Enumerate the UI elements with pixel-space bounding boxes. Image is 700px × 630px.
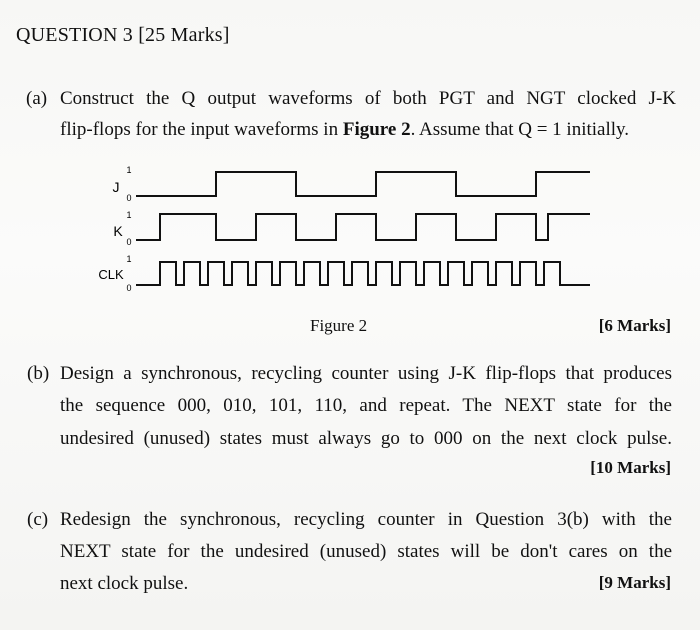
- j-low-level-label: 0: [126, 193, 132, 203]
- k-waveform: [136, 214, 590, 240]
- part-b-line2: the sequence 000, 010, 101, 110, and repeat. The NEXT state for the: [60, 395, 672, 416]
- timing-diagram: [0, 0, 700, 300]
- part-b-line1: Design a synchronous, recycling counter using J-K flip-flops that produces: [60, 363, 672, 384]
- k-high-level-label: 1: [126, 210, 132, 220]
- k-signal: [113, 210, 590, 247]
- j-high-level-label: 1: [126, 165, 132, 175]
- clk-low-level-label: 0: [126, 283, 132, 293]
- figure-caption: Figure 2: [310, 316, 368, 335]
- part-a-marks: [6 Marks]: [598, 316, 671, 335]
- part-c-line3: next clock pulse.: [60, 573, 189, 594]
- figure-reference: Figure 2: [342, 119, 411, 140]
- part-a-label: (a): [26, 88, 48, 109]
- clk-high-level-label: 1: [126, 254, 132, 264]
- j-waveform: [136, 172, 590, 196]
- clk-waveform: [136, 262, 590, 285]
- part-a-line1: Construct the Q output waveforms of both PGT and NGT clocked J-K: [60, 88, 676, 109]
- part-a-line2: flip-flops for the input waveforms in Figure 2. Assume that Q = 1 initially.: [60, 119, 630, 140]
- part-c-marks: [9 Marks]: [598, 573, 671, 592]
- part-c-label: (c): [27, 509, 49, 530]
- j-signal: [113, 165, 591, 203]
- part-c-line1: Redesign the synchronous, recycling counter in Question 3(b) with the: [60, 509, 672, 530]
- part-b-label: (b): [27, 363, 50, 384]
- part-b-marks: [10 Marks]: [590, 458, 671, 477]
- clk-signal: [98, 254, 590, 293]
- k-label: K: [113, 223, 123, 239]
- part-c-line2: NEXT state for the undesired (unused) states will be don't cares on the: [60, 541, 672, 562]
- j-label: J: [112, 179, 120, 195]
- clk-label: CLK: [98, 267, 124, 282]
- k-low-level-label: 0: [126, 237, 132, 247]
- question-title: QUESTION 3 [25 Marks]: [16, 24, 230, 46]
- part-b-line3: undesired (unused) states must always go to 000 on the next clock pulse.: [60, 428, 672, 449]
